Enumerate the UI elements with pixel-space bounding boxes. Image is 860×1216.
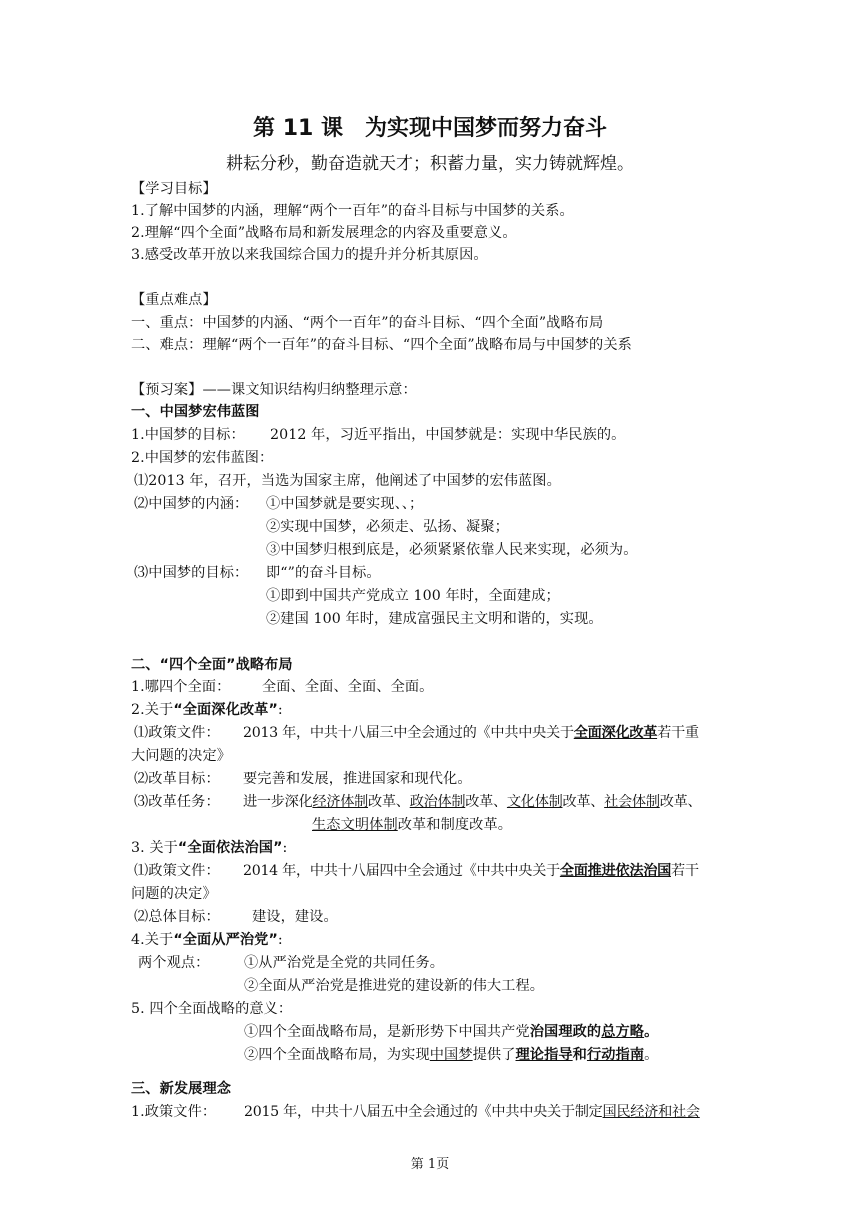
underlined-term: 经济体制 [312, 794, 369, 810]
text-run: 若干重 [657, 725, 699, 741]
s2-line [312, 815, 512, 835]
s2-line-label: 1.哪四个全面： [131, 679, 231, 695]
s1-line: ②实现中国梦，必须走、弘扬、凝聚； [266, 519, 509, 535]
s2-line: 大问题的决定》 [131, 748, 232, 764]
s2-line: 5. 四个全面战略的意义： [131, 1001, 293, 1017]
bold-term: “全面依法治国” [177, 840, 283, 856]
s2-line-label: 两个观点： [138, 955, 210, 971]
text-run: 2015 年，中共十八届五中全会通过的《中共中央关于制定 [244, 1104, 603, 1120]
s2-line [131, 930, 283, 950]
s1-line: ③中国梦归根到底是，必须紧紧依靠人民来实现，必须为。 [266, 542, 638, 558]
s3-line [244, 1102, 700, 1122]
keypoint-item: 二、难点：理解“两个一百年”的奋斗目标、“四个全面”战略布局与中国梦的关系 [131, 337, 632, 353]
s2-line [243, 723, 699, 743]
underlined-term: 全面推进依法治国 [559, 863, 671, 879]
s2-line: 要完善和发展，推进国家和现代化。 [243, 771, 472, 787]
s1-line-label: 1.中国梦的目标： [131, 427, 245, 443]
section-heading: 一、中国梦宏伟蓝图 [131, 404, 260, 420]
text-run: 若干 [670, 863, 699, 879]
page-number: 第 1页 [410, 1157, 450, 1172]
underlined-term: 文化体制 [506, 794, 563, 810]
section-heading: 三、新发展理念 [131, 1081, 232, 1097]
s2-line: ②全面从严治党是推进党的建设新的伟大工程。 [244, 978, 545, 994]
bold-term: 和 [572, 1047, 587, 1063]
s2-line [243, 861, 699, 881]
s2-line [244, 1045, 658, 1065]
underlined-term: 总方略 [601, 1024, 645, 1040]
s2-line [243, 792, 701, 812]
text-run: 2013 年，中共十八届三中全会通过的《中共中央关于 [243, 725, 574, 741]
bold-term: “全面深化改革” [173, 702, 278, 718]
s1-line: 2012 年，习近平指出，中国梦就是：实现中华民族的。 [270, 427, 626, 443]
underlined-term: 行动指南 [586, 1047, 645, 1063]
s1-line: ⑴2013 年，召开，当选为国家主席，他阐述了中国梦的宏伟蓝图。 [134, 473, 561, 489]
s1-line: 即“”的奋斗目标。 [266, 565, 381, 581]
keypoint-item: 一、重点：中国梦的内涵、“两个一百年”的奋斗目标、“四个全面”战略布局 [131, 315, 604, 331]
underlined-term: 政治体制 [409, 794, 466, 810]
text-run: : [282, 840, 288, 856]
s2-line: ①从严治党是全党的共同任务。 [244, 955, 445, 971]
s2-line [131, 838, 287, 858]
motto: 耕耘分秒，勤奋造就天才；积蓄力量，实力铸就辉煌。 [226, 154, 634, 174]
text-run: : [277, 932, 283, 948]
text-run: 2.关于 [131, 702, 174, 718]
s2-line [244, 1022, 658, 1042]
text-run: 。 [644, 1047, 659, 1063]
text-run: 进一步深化 [243, 794, 313, 810]
s1-line-label: ⑵中国梦的内涵： [134, 496, 249, 512]
s1-line: ①中国梦就是要实现、、； [266, 496, 424, 512]
s2-line-label: ⑶改革任务： [134, 794, 220, 810]
text-run: ②四个全面战略布局，为实现 [244, 1047, 430, 1063]
underlined-term: 生态文明体制 [312, 817, 398, 833]
s2-line: 全面、全面、全面、全面。 [262, 679, 434, 695]
s1-line-label: ⑶中国梦的目标： [134, 565, 249, 581]
s2-line: 建设，建设。 [252, 909, 338, 925]
page-title: 第 11 课 为实现中国梦而努力奋斗 [253, 116, 607, 141]
s1-line: ②建国 100 年时，建成富强民主文明和谐的，实现。 [266, 611, 603, 627]
s2-line: 问题的决定》 [131, 886, 217, 902]
s2-line-label: ⑵总体目标： [134, 909, 220, 925]
underlined-term: 全面深化改革 [573, 725, 658, 741]
text-run: 改革、 [465, 794, 507, 810]
text-run: 2014 年，中共十八届四中全会通过《中共中央关于 [243, 863, 560, 879]
s2-line [131, 700, 283, 720]
text-run: 改革、 [368, 794, 410, 810]
text-run: 改革、 [562, 794, 605, 810]
text-run: 改革和制度改革。 [397, 817, 513, 833]
preview-heading: 【预习案】——课文知识结构归纳整理示意： [131, 382, 417, 398]
objectives-heading: 【学习目标】 [131, 181, 217, 197]
s1-line: 2.中国梦的宏伟蓝图： [131, 450, 274, 466]
objective-item: 2.理解“四个全面”战略布局和新发展理念的内容及重要意义。 [131, 225, 517, 241]
s2-line-label: ⑵改革目标： [134, 771, 220, 787]
text-run: 提供了 [472, 1047, 516, 1063]
keypoints-heading: 【重点难点】 [131, 292, 217, 308]
bold-term: “全面从严治党” [173, 932, 278, 948]
s1-line: ①即到中国共产党成立 100 年时，全面建成； [266, 588, 560, 604]
objective-item: 1.了解中国梦的内涵，理解“两个一百年”的奋斗目标与中国梦的关系。 [131, 203, 574, 219]
underlined-term: 社会体制 [604, 794, 660, 810]
section-heading: 二、“四个全面”战略布局 [131, 657, 293, 673]
text-run: 4.关于 [131, 932, 174, 948]
underlined-term: 中国梦 [429, 1047, 473, 1063]
underlined-term: 国民经济和社会 [602, 1104, 700, 1120]
s3-line-label: 1.政策文件： [131, 1104, 217, 1120]
objective-item: 3.感受改革开放以来我国综合国力的提升并分析其原因。 [131, 247, 488, 263]
text-run: 改革、 [659, 794, 702, 810]
text-run: 3. 关于 [131, 840, 178, 856]
underlined-term: 理论指导 [515, 1047, 573, 1063]
text-run: : [277, 702, 283, 718]
s2-line-label: ⑴政策文件： [134, 863, 220, 879]
text-run: 。 [644, 1024, 659, 1040]
s2-line-label: ⑴政策文件： [134, 725, 220, 741]
text-run: ①四个全面战略布局，是新形势下中国共产党 [244, 1024, 530, 1040]
bold-term: 治国理政的 [529, 1024, 602, 1040]
